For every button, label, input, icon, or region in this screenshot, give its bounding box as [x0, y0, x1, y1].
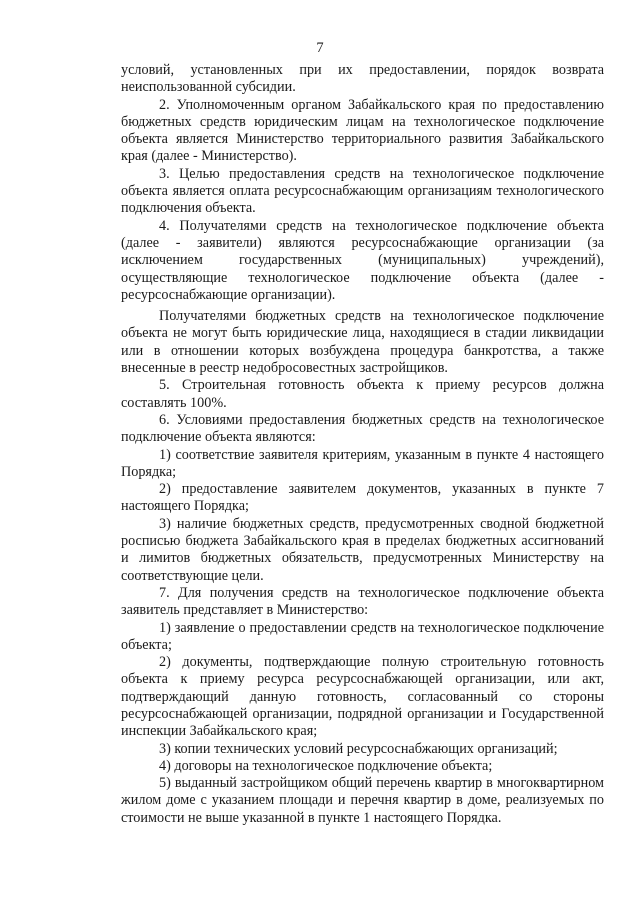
paragraph-clause-5: 5. Строительная готовность объекта к приему ресурсов должна составлять 100%.	[121, 377, 604, 411]
paragraph-clause-7: 7. Для получения средств на технологическое подключение объекта заявитель представляет в Министерство:	[121, 584, 604, 619]
list-item-6-3: 3) наличие бюджетных средств, предусмотренных сводной бюджетной росписью бюджета Забайкальского края в пределах бюджетных ассигнований и лимитов бюджетных обязательств, предусмотренных Министерству на соответствующие цели.	[121, 515, 604, 584]
list-item-7-5: 5) выданный застройщиком общий перечень квартир в многоквартирном жилом доме с указанием площади и перечня квартир в доме, реализуемых по стоимости не выше указанной в пункте 1 настоящего Порядка.	[121, 775, 604, 826]
paragraph-clause-6: 6. Условиями предоставления бюджетных средств на технологическое подключение объекта являются:	[121, 411, 604, 446]
list-item-6-1: 1) соответствие заявителя критериям, указанным в пункте 4 настоящего Порядка;	[121, 446, 604, 480]
list-item-7-1: 1) заявление о предоставлении средств на технологическое подключение объекта;	[121, 619, 604, 653]
list-item-6-2: 2) предоставление заявителем документов, указанных в пункте 7 настоящего Порядка;	[121, 481, 604, 515]
paragraph-clause-3: 3. Целью предоставления средств на технологическое подключение объекта является оплата ресурсоснабжающим организациям технологического подключения объекта.	[121, 165, 604, 217]
list-item-7-2: 2) документы, подтверждающие полную строительную готовность объекта к приему ресурса ресурсоснабжающей организации, или акт, подтверждающий данную готовность, согласованный со стороны ресурсоснабжающей организации, подрядной организации и Государственной инспекции Забайкальского края;	[121, 654, 604, 740]
list-item-7-4: 4) договоры на технологическое подключение объекта;	[159, 757, 493, 774]
paragraph-clause-2: 2. Уполномоченным органом Забайкальского края по предоставлению бюджетных средств юридическим лицам на технологическое подключение объекта является Министерство территориального развития Забайкальского края (далее - Министерство).	[121, 96, 604, 165]
list-item-7-3: 3) копии технических условий ресурсоснабжающих организаций;	[159, 740, 558, 757]
paragraph-clause-4: 4. Получателями средств на технологическое подключение объекта (далее - заявители) являются ресурсоснабжающие организации (за исключением государственных (муниципальных) учреждений), осуществляющие технологическое подключение объекта (далее - ресурсоснабжающие организации).	[121, 217, 604, 303]
page-number: 7	[316, 40, 324, 56]
paragraph-recipients-exclusion: Получателями бюджетных средств на технологическое подключение объекта не могут быть юридические лица, находящиеся в стадии ликвидации или в отношении которых возбуждена процедура банкротства, а также внесенные в реестр недобросовестных застройщиков.	[121, 308, 604, 377]
paragraph-continuation: условий, установленных при их предоставлении, порядок возврата неиспользованной субсидии.	[121, 62, 604, 96]
document-body	[121, 62, 604, 827]
